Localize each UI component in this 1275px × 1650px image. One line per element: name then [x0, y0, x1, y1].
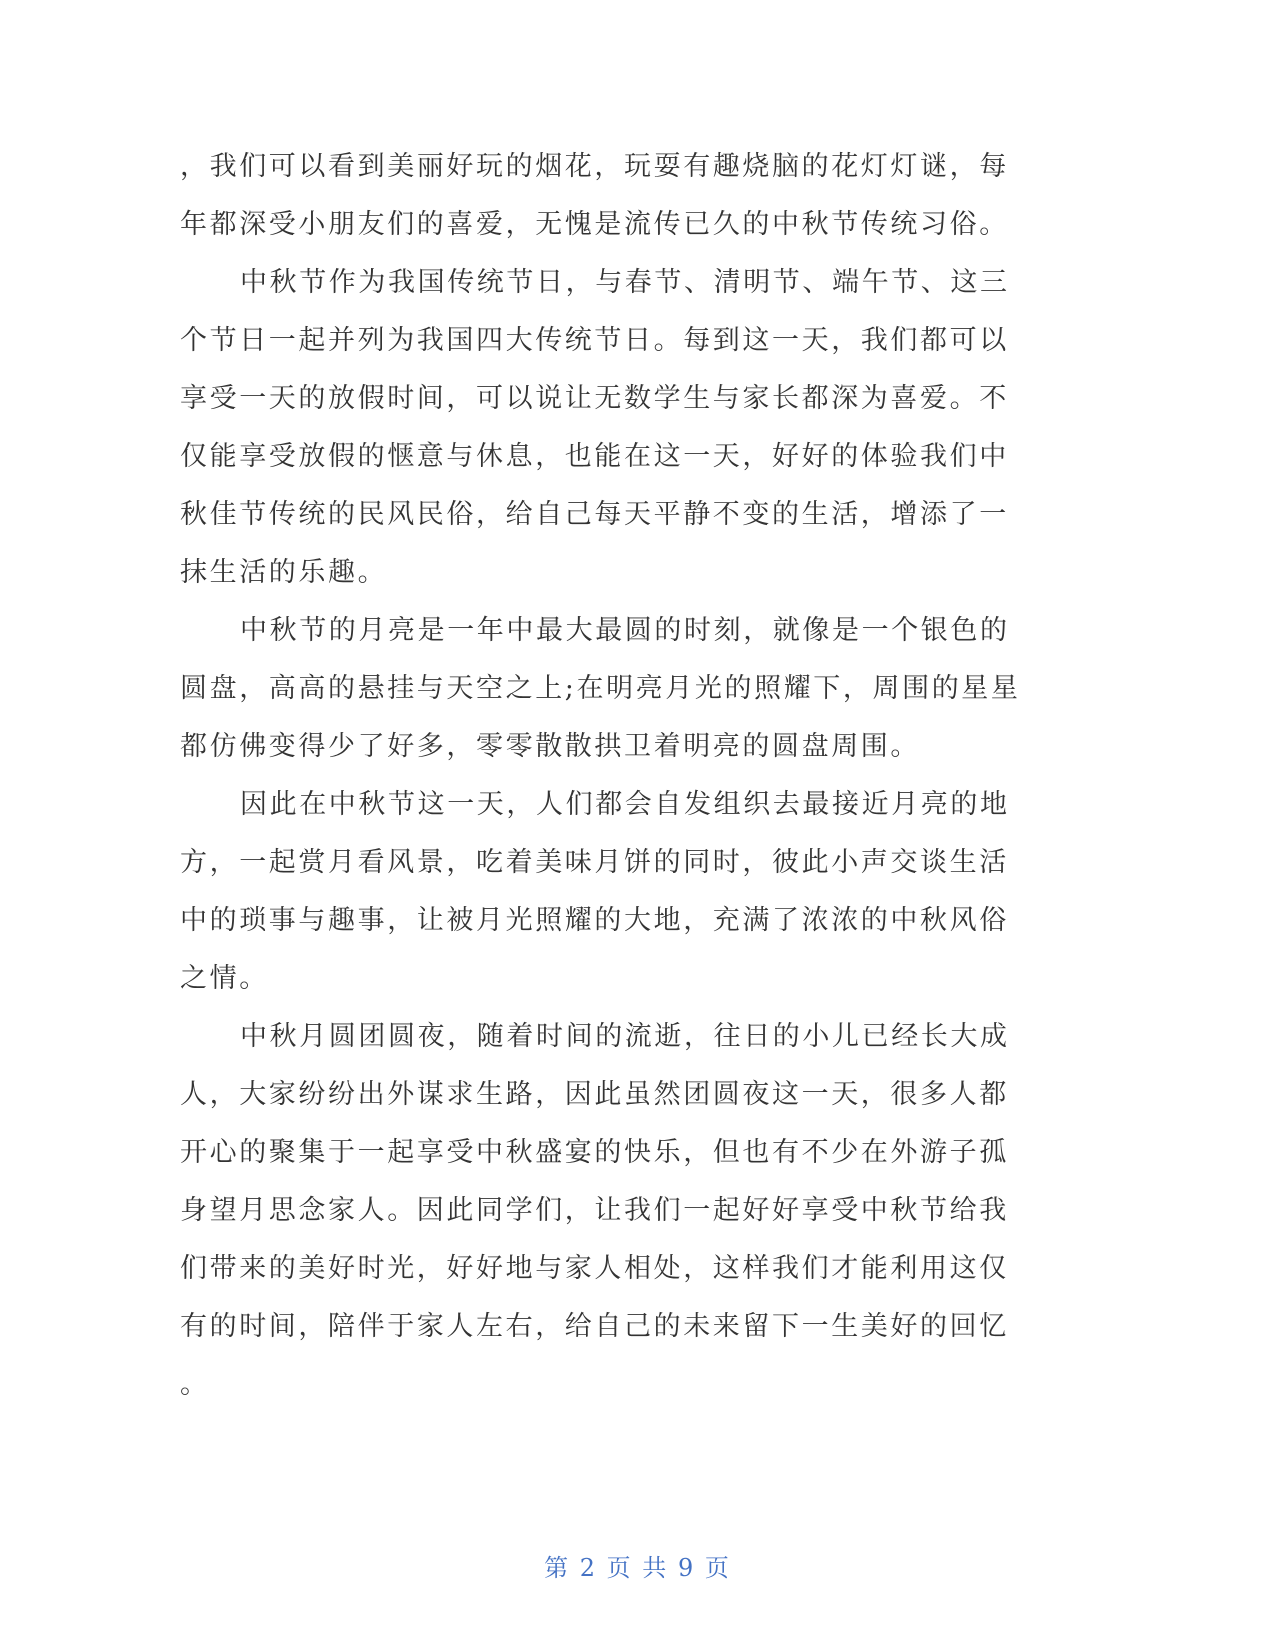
text-line: 之情。 — [180, 963, 269, 994]
text-line: 身望月思念家人。因此同学们，让我们一起好好享受中秋节给我 — [180, 1195, 1009, 1226]
text-line: 圆盘，高高的悬挂与天空之上;在明亮月光的照耀下，周围的星星 — [180, 673, 1021, 704]
text-line: 开心的聚集于一起享受中秋盛宴的快乐，但也有不少在外游子孤 — [180, 1137, 1009, 1168]
body-text — [180, 138, 1040, 1414]
text-line: 中秋节的月亮是一年中最大最圆的时刻，就像是一个银色的 — [240, 615, 1010, 646]
text-line: 有的时间，陪伴于家人左右，给自己的未来留下一生美好的回忆 — [180, 1311, 1009, 1342]
text-line: 因此在中秋节这一天，人们都会自发组织去最接近月亮的地 — [240, 789, 1010, 820]
text-line: 人，大家纷纷出外谋求生路，因此虽然团圆夜这一天，很多人都 — [180, 1079, 1009, 1110]
text-line: 抹生活的乐趣。 — [180, 557, 388, 588]
text-line: ，我们可以看到美丽好玩的烟花，玩耍有趣烧脑的花灯灯谜，每 — [180, 151, 1009, 182]
page-number-footer: 第 2 页 共 9 页 — [544, 1554, 731, 1582]
text-line: 们带来的美好时光，好好地与家人相处，这样我们才能利用这仅 — [180, 1253, 1009, 1284]
text-line: 秋佳节传统的民风民俗，给自己每天平静不变的生活，增添了一 — [180, 499, 1009, 530]
text-line: 个节日一起并列为我国四大传统节日。每到这一天，我们都可以 — [180, 325, 1009, 356]
text-line: 中秋节作为我国传统节日，与春节、清明节、端午节、这三 — [240, 267, 1010, 298]
text-line: 都仿佛变得少了好多，零零散散拱卫着明亮的圆盘周围。 — [180, 731, 920, 762]
text-line: 中秋月圆团圆夜，随着时间的流逝，往日的小儿已经长大成 — [240, 1021, 1010, 1052]
text-line: 年都深受小朋友们的喜爱，无愧是流传已久的中秋节传统习俗。 — [180, 209, 1009, 240]
text-line: 。 — [180, 1369, 210, 1400]
text-line: 中的琐事与趣事，让被月光照耀的大地，充满了浓浓的中秋风俗 — [180, 905, 1009, 936]
text-line: 仅能享受放假的惬意与休息，也能在这一天，好好的体验我们中 — [180, 441, 1009, 472]
text-line: 享受一天的放假时间，可以说让无数学生与家长都深为喜爱。不 — [180, 383, 1009, 414]
text-line: 方，一起赏月看风景，吃着美味月饼的同时，彼此小声交谈生活 — [180, 847, 1009, 878]
